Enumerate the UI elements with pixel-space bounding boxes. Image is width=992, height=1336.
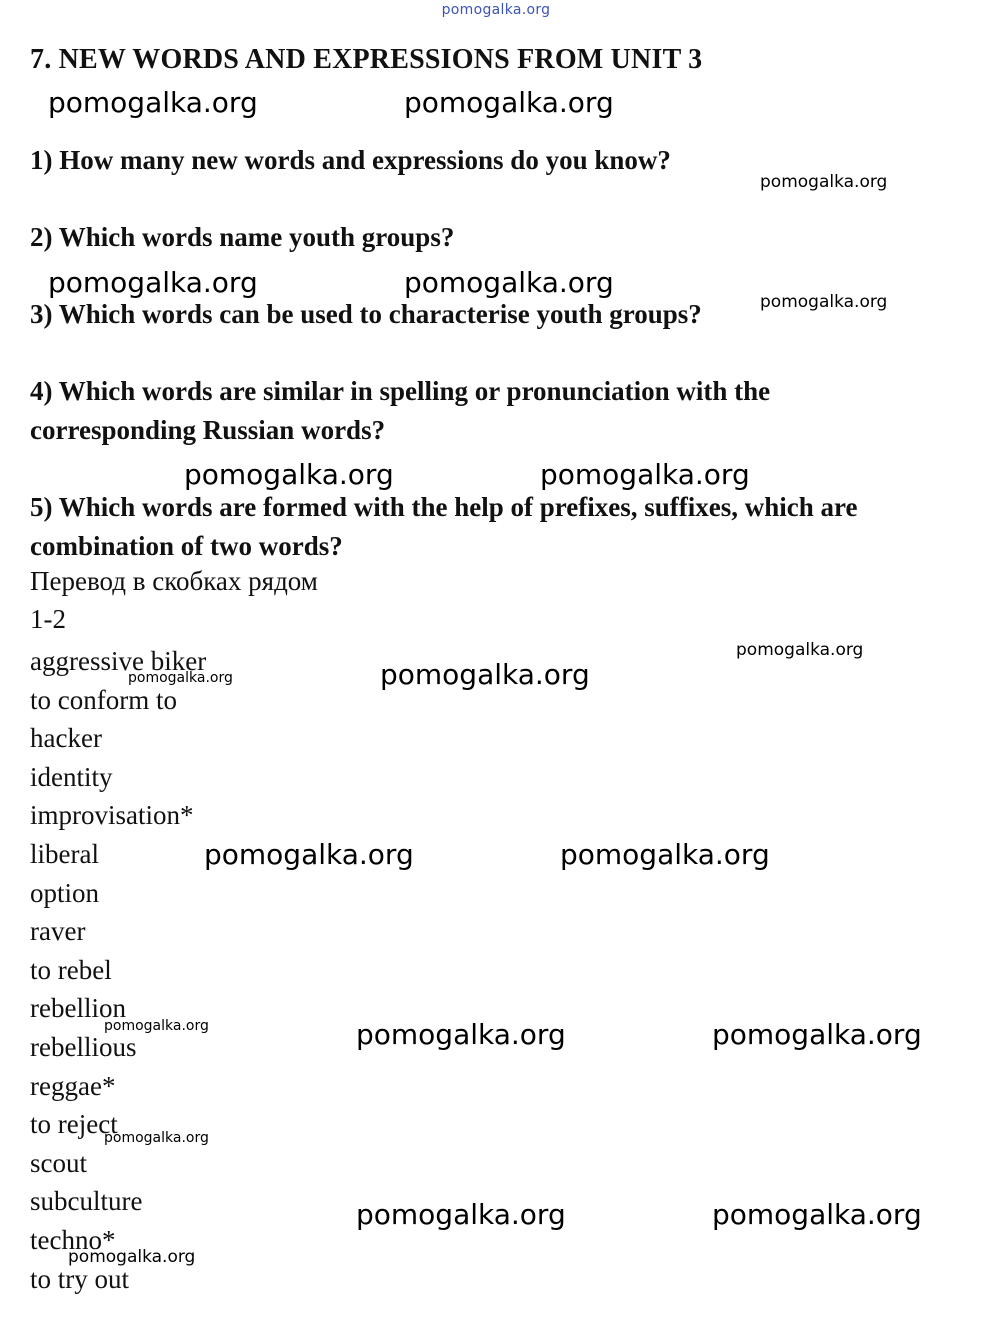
watermark: pomogalka.org: [736, 640, 864, 660]
question-1: [30, 141, 671, 180]
watermark: pomogalka.org: [48, 86, 258, 119]
watermark: pomogalka.org: [712, 1018, 922, 1051]
question-3: [30, 295, 702, 334]
vocabulary-item: to rebel: [30, 954, 112, 985]
watermark: pomogalka.org: [540, 458, 750, 491]
vocabulary-item: techno*: [30, 1224, 116, 1255]
watermark: pomogalka.org: [380, 658, 590, 691]
question-2: [30, 218, 454, 257]
range-label: 1-2: [30, 604, 66, 634]
watermark: pomogalka.org: [68, 1247, 196, 1267]
translation-note: Перевод в скобках рядом: [30, 566, 318, 596]
watermark: pomogalka.org: [104, 1018, 209, 1034]
question-4: [30, 372, 770, 450]
question-line: 4) Which words are similar in spelling or pronunciation with the: [30, 376, 771, 406]
watermark: pomogalka.org: [128, 670, 233, 686]
watermark: pomogalka.org: [184, 458, 394, 491]
watermark: pomogalka.org: [760, 292, 888, 312]
page-title: 7. NEW WORDS AND EXPRESSIONS FROM UNIT 3: [30, 44, 703, 75]
watermark: pomogalka.org: [204, 838, 414, 871]
site-header[interactable]: pomogalka.org: [441, 2, 551, 18]
watermark: pomogalka.org: [560, 838, 770, 871]
question-line: corresponding Russian words?: [30, 415, 386, 445]
watermark: pomogalka.org: [356, 1198, 566, 1231]
watermark: pomogalka.org: [712, 1198, 922, 1231]
vocabulary-item: aggressive biker: [30, 646, 207, 676]
vocabulary-item: scout: [30, 1147, 87, 1178]
vocabulary-item: rebellion: [30, 993, 126, 1024]
vocabulary-item: hacker: [30, 723, 102, 754]
watermark: pomogalka.org: [760, 172, 888, 192]
vocabulary-item: to conform to: [30, 684, 177, 715]
watermark: pomogalka.org: [104, 1130, 209, 1146]
watermark: pomogalka.org: [48, 266, 258, 299]
watermark: pomogalka.org: [404, 266, 614, 299]
vocabulary-item: reggae*: [30, 1070, 116, 1101]
question-line: 2) Which words name youth groups?: [30, 222, 455, 252]
question-line: combination of two words?: [30, 531, 343, 561]
watermark: pomogalka.org: [356, 1018, 566, 1051]
vocabulary-item: improvisation*: [30, 800, 194, 831]
question-5: [30, 488, 857, 566]
vocabulary-item: identity: [30, 761, 113, 792]
vocabulary-item: rebellious: [30, 1031, 137, 1062]
vocabulary-item: liberal: [30, 838, 99, 869]
question-line: 1) How many new words and expressions do you know?: [30, 145, 671, 175]
vocabulary-item: option: [30, 877, 100, 908]
vocabulary-item: to try out: [30, 1263, 129, 1294]
question-line: 3) Which words can be used to characterise youth groups?: [30, 299, 702, 329]
watermark: pomogalka.org: [404, 86, 614, 119]
vocabulary-list: [30, 642, 206, 1298]
question-line: 5) Which words are formed with the help of prefixes, suffixes, which are: [30, 492, 858, 522]
vocabulary-item: subculture: [30, 1186, 143, 1217]
vocabulary-item: raver: [30, 916, 86, 947]
vocabulary-item: to reject: [30, 1109, 118, 1140]
